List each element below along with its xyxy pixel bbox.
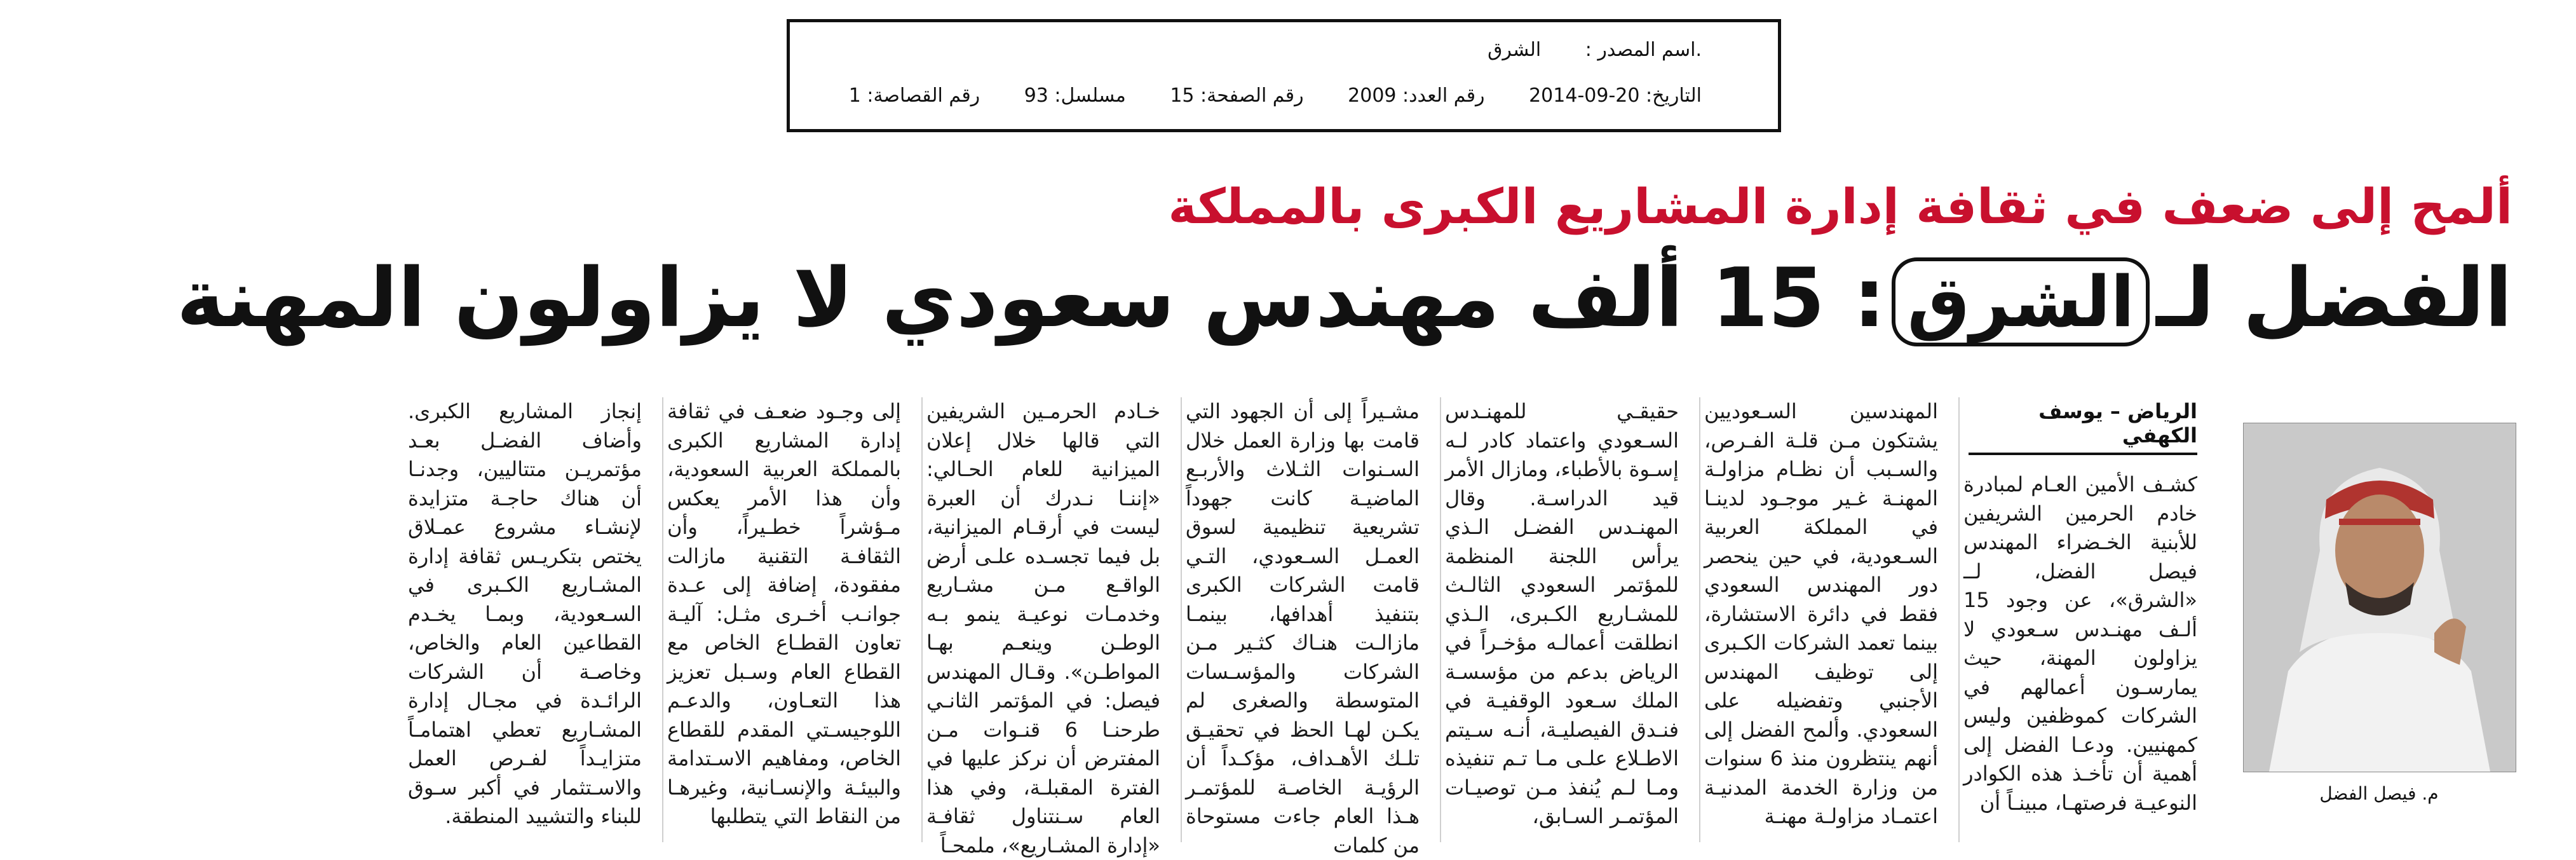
source-name-label: .اسم المصدر : [1585,39,1702,61]
headline-part-1: الفضل لـ [2156,251,2512,346]
column-divider [1699,397,1700,842]
portrait-photo [2243,423,2516,772]
headline-part-2: : 15 ألف مهندس سعودي لا يزاولون المهنة [176,251,1886,346]
article-column-6: إلى وجـود ضعـف في ثقافة إدارة المشاريع الكبرى بالمملكة العربية السعودية، وأن هذا الأمر يعكس مـؤشراً خطـيراً، وأن الثقافـة التقنية مازالت مفقودة، إضافة إلى عـدة جوانـب أخـرى مثـل: آليـة تعاون القطـاع الخاص مع القطاع العام وسـبل تعزيز هذا التعـاون، والدعـم اللوجيسـتي المقدم للقطاع الخاص، ومفاهيم الاسـتدامة والبيئـة والإنسـانية، وغيرهـا من النقاط التي يتطلبها [667,399,901,828]
article-byline: الرياض – يوسف الكهفي [1969,399,2197,455]
article-column-5: خـادم الحرمـين الشريفين التي قالها خلال إعلان الميزانية للعام الحـالي: «إننـا نـدرك أن العبرة ليست في أرقـام الميزانية، بل فيما تجسـده علـى أرض الواقـع مـن مشـاريع وخدمـات نوعيـة ينمو بـه الوطـن وينعـم بهـا المواطـن». وقـال المهندس فيصل: في المؤتمر الثانـي طرحنـا 6 قنـوات مـن المفترض أن نركز عليها في الفترة المقبلـة، وفي هذا العام سـنتناول ثقافـة «إدارة المشـاريع»، ملمحـاً [926,399,1161,857]
column-divider [662,397,663,842]
source-date: التاريخ: 20-09-2014 [1529,85,1702,107]
article-kicker: ألمح إلى ضعف في ثقافة إدارة المشاريع الكبرى بالمملكة [1168,178,2512,235]
source-name-line [1449,39,1702,61]
portrait-illustration [2244,423,2516,772]
column-divider [921,397,923,842]
article-column-2: المهندسين السـعوديين يشتكون مـن قلـة الفـرص، والسـبب أن نظـام مزاولـة المهنـة غـير موجـود لدينـا في المملكة العربية السـعودية، في حين ينحصر دور المهندس السعودي فقط في دائرة الاستشارة، بينما تعمد الشركات الكـبرى إلى توظيف المهندس الأجنبي وتفضيله على السعودي. وألمح الفضل إلى أنهم ينتظرون منذ 6 سنوات من وزارة الخدمة المدنيـة اعتمـاد مزاولـة مهنـة [1704,399,1939,828]
source-clip: رقم القصاصة: 1 [848,85,980,107]
column-divider [1181,397,1182,842]
article-column-4: مشـيراً إلى أن الجهود التي قامت بها وزارة العمل خلال السـنوات الثـلاث والأربـع الماضيـة كانت جهوداً تشريعية تنظيمية لسوق العمـل السـعودي، التـي قامت الشركات الكبرى بتنفيذ أهدافها، بينمـا مازالـت هنـاك كثـير مـن الشركات والمؤسـسات المتوسطة والصغرى لم يكـن لهـا الحظ في تحقيـق تلـك الأهـداف، مؤكـداً أن الرؤيـة الخاصـة للمؤتمـر هـذا العام جاءت مستوحاة من كلمات [1186,399,1420,857]
source-serial: مسلسل: 93 [1024,85,1126,107]
source-page: رقم الصفحة: 15 [1170,85,1304,107]
photo-caption: م. فيصل الفضل [2319,783,2439,804]
article-column-7: إنجاز المشاريع الكبرى. وأضاف الفضـل بعـد مؤتمريـن متتاليين، وجدنـا أن هناك حاجـة متزايدة لإنشـاء مشروع عمـلاق يختص بتكريـس ثقافة إدارة المشـاريع الكـبرى في السـعودية، وبمـا يخـدم القطاعين العام والخاص، وخاصـة أن الشركات الرائـدة في مجـال إدارة المشـاريع تعطي اهتمامـاً متزايـداً لفـرص العمل والاسـتثمار في أكبر سـوق للبناء والتشييد المنطقة. [408,399,642,828]
headline-brand-logo: الشرق [1892,257,2150,346]
column-divider [1440,397,1441,842]
article-headline [34,251,2512,346]
source-metadata-box [787,19,1781,132]
article-column-3: حقيقـي للمهنـدس السـعودي واعتماد كادر لـه إسـوة بالأطباء، ومازال الأمر قيد الدراسـة. وقال المهنـدس الفضـل الـذي يرأس اللجنة المنظمة للمؤتمر السعودي الثالـث للمشـاريع الكـبرى، الـذي انطلقت أعمالـه مؤخـراً في الرياض بدعم من مؤسسـة الملك سـعود الوقفيـة في فنـدق الفيصليـة، أنـه سـيتم الاطـلاع علـى مـا تـم تنفيذه ومـا لـم يُنفذ مـن توصيـات المؤتمـر السـابق، [1445,399,1679,828]
source-issue: رقم العدد: 2009 [1348,85,1485,107]
article-column-1: كشـف الأمين العـام لمبادرة خادم الحرمين الشريفين للأبنية الخـضراء المهندس فيصل الفضل، لــ «الشرق»، عن وجود 15 ألـف مهنـدس سـعودي لا يزاولون المهنة، حيث يمارسـون أعمالهم في الشركات كموظفين وليس كمهنيين. ودعـا الفضل إلى أهمية أن تأخـذ هذه الكوادر النوعيـة فرصتهـا، مبينـاً أن [1963,472,2197,815]
source-details-line [811,85,1702,107]
source-name-value: الشرق [1488,39,1542,61]
column-divider [1958,397,1960,842]
